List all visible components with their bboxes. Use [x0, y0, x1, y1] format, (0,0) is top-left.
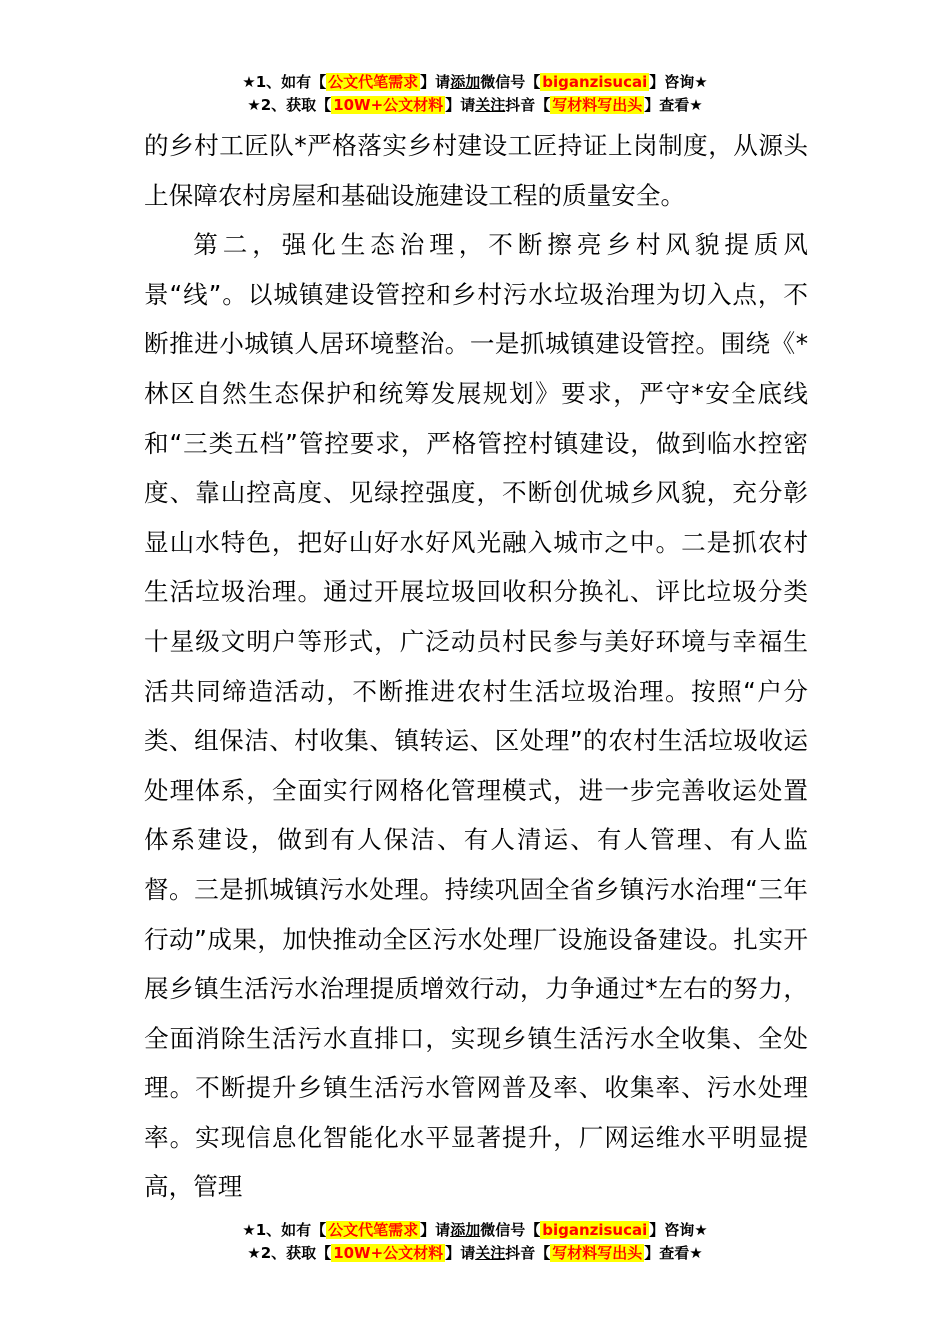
- banner-underlined: 关注: [475, 1244, 506, 1262]
- banner-highlight: 10W+公文材料: [333, 96, 444, 114]
- banner-text: 】查看★: [644, 1244, 703, 1262]
- banner-highlight: biganzisucai: [542, 73, 648, 91]
- banner-text: 微信号【: [480, 1221, 541, 1239]
- banner-line-2: [0, 1242, 950, 1265]
- banner-underlined: 添加: [450, 1221, 481, 1239]
- header-banner: [0, 71, 950, 117]
- banner-text: ★2、获取【: [247, 1244, 332, 1262]
- banner-underlined: 添加: [450, 73, 481, 91]
- paragraph-2: 第二，强化生态治理，不断擦亮乡村风貌提质风景“线”。以城镇建设管控和乡村污水垃圾治理为切入点，不断推进小城镇人居环境整治。一是抓城镇建设管控。围绕《*林区自然生态保护和统筹发展规划》要求，严守*安全底线和“三类五档”管控要求，严格管控村镇建设，做到临水控密度、靠山控高度、见绿控强度，不断创优城乡风貌，充分彰显山水特色，把好山好水好风光融入城市之中。二是抓农村生活垃圾治理。通过开展垃圾回收积分换礼、评比垃圾分类十星级文明户等形式，广泛动员村民参与美好环境与幸福生活共同缔造活动，不断推进农村生活垃圾治理。按照“户分类、组保洁、村收集、镇转运、区处理”的农村生活垃圾收运处理体系，全面实行网格化管理模式，进一步完善收运处置体系建设，做到有人保洁、有人清运、有人管理、有人监督。三是抓城镇污水处理。持续巩固全省乡镇污水治理“三年行动”成果，加快推动全区污水处理厂设施设备建设。扎实开展乡镇生活污水治理提质增效行动，力争通过*左右的努力，全面消除生活污水直排口，实现乡镇生活污水全收集、全处理。不断提升乡镇生活污水管网普及率、收集率、污水处理率。实现信息化智能化水平显著提升，厂网运维水平明显提高，管理: [144, 230, 808, 1202]
- banner-highlight: 写材料写出头: [552, 1244, 643, 1262]
- footer-banner: [0, 1219, 950, 1265]
- banner-text: ★1、如有【: [242, 1221, 327, 1239]
- banner-underlined: 关注: [475, 96, 506, 114]
- banner-highlight: 公文代笔需求: [328, 73, 419, 91]
- banner-text: 抖音【: [505, 96, 551, 114]
- banner-text: 抖音【: [505, 1244, 551, 1262]
- banner-text: 】请: [420, 1221, 451, 1239]
- banner-text: 】请: [445, 1244, 476, 1262]
- banner-text: 】请: [420, 73, 451, 91]
- banner-highlight: 写材料写出头: [552, 96, 643, 114]
- banner-text: 微信号【: [480, 73, 541, 91]
- banner-line-1: [0, 1219, 950, 1242]
- banner-text: 】咨询★: [649, 1221, 708, 1239]
- banner-line-2: [0, 94, 950, 117]
- banner-text: ★2、获取【: [247, 96, 332, 114]
- banner-text: 】咨询★: [649, 73, 708, 91]
- banner-highlight: 公文代笔需求: [328, 1221, 419, 1239]
- banner-line-1: [0, 71, 950, 94]
- banner-text: 】查看★: [644, 96, 703, 114]
- banner-highlight: 10W+公文材料: [333, 1244, 444, 1262]
- paragraph-1: 的乡村工匠队*严格落实乡村建设工匠持证上岗制度，从源头上保障农村房屋和基础设施建设工程的质量安全。: [144, 131, 808, 210]
- banner-text: ★1、如有【: [242, 73, 327, 91]
- banner-text: 】请: [445, 96, 476, 114]
- document-body: [144, 121, 808, 1212]
- banner-highlight: biganzisucai: [542, 1221, 648, 1239]
